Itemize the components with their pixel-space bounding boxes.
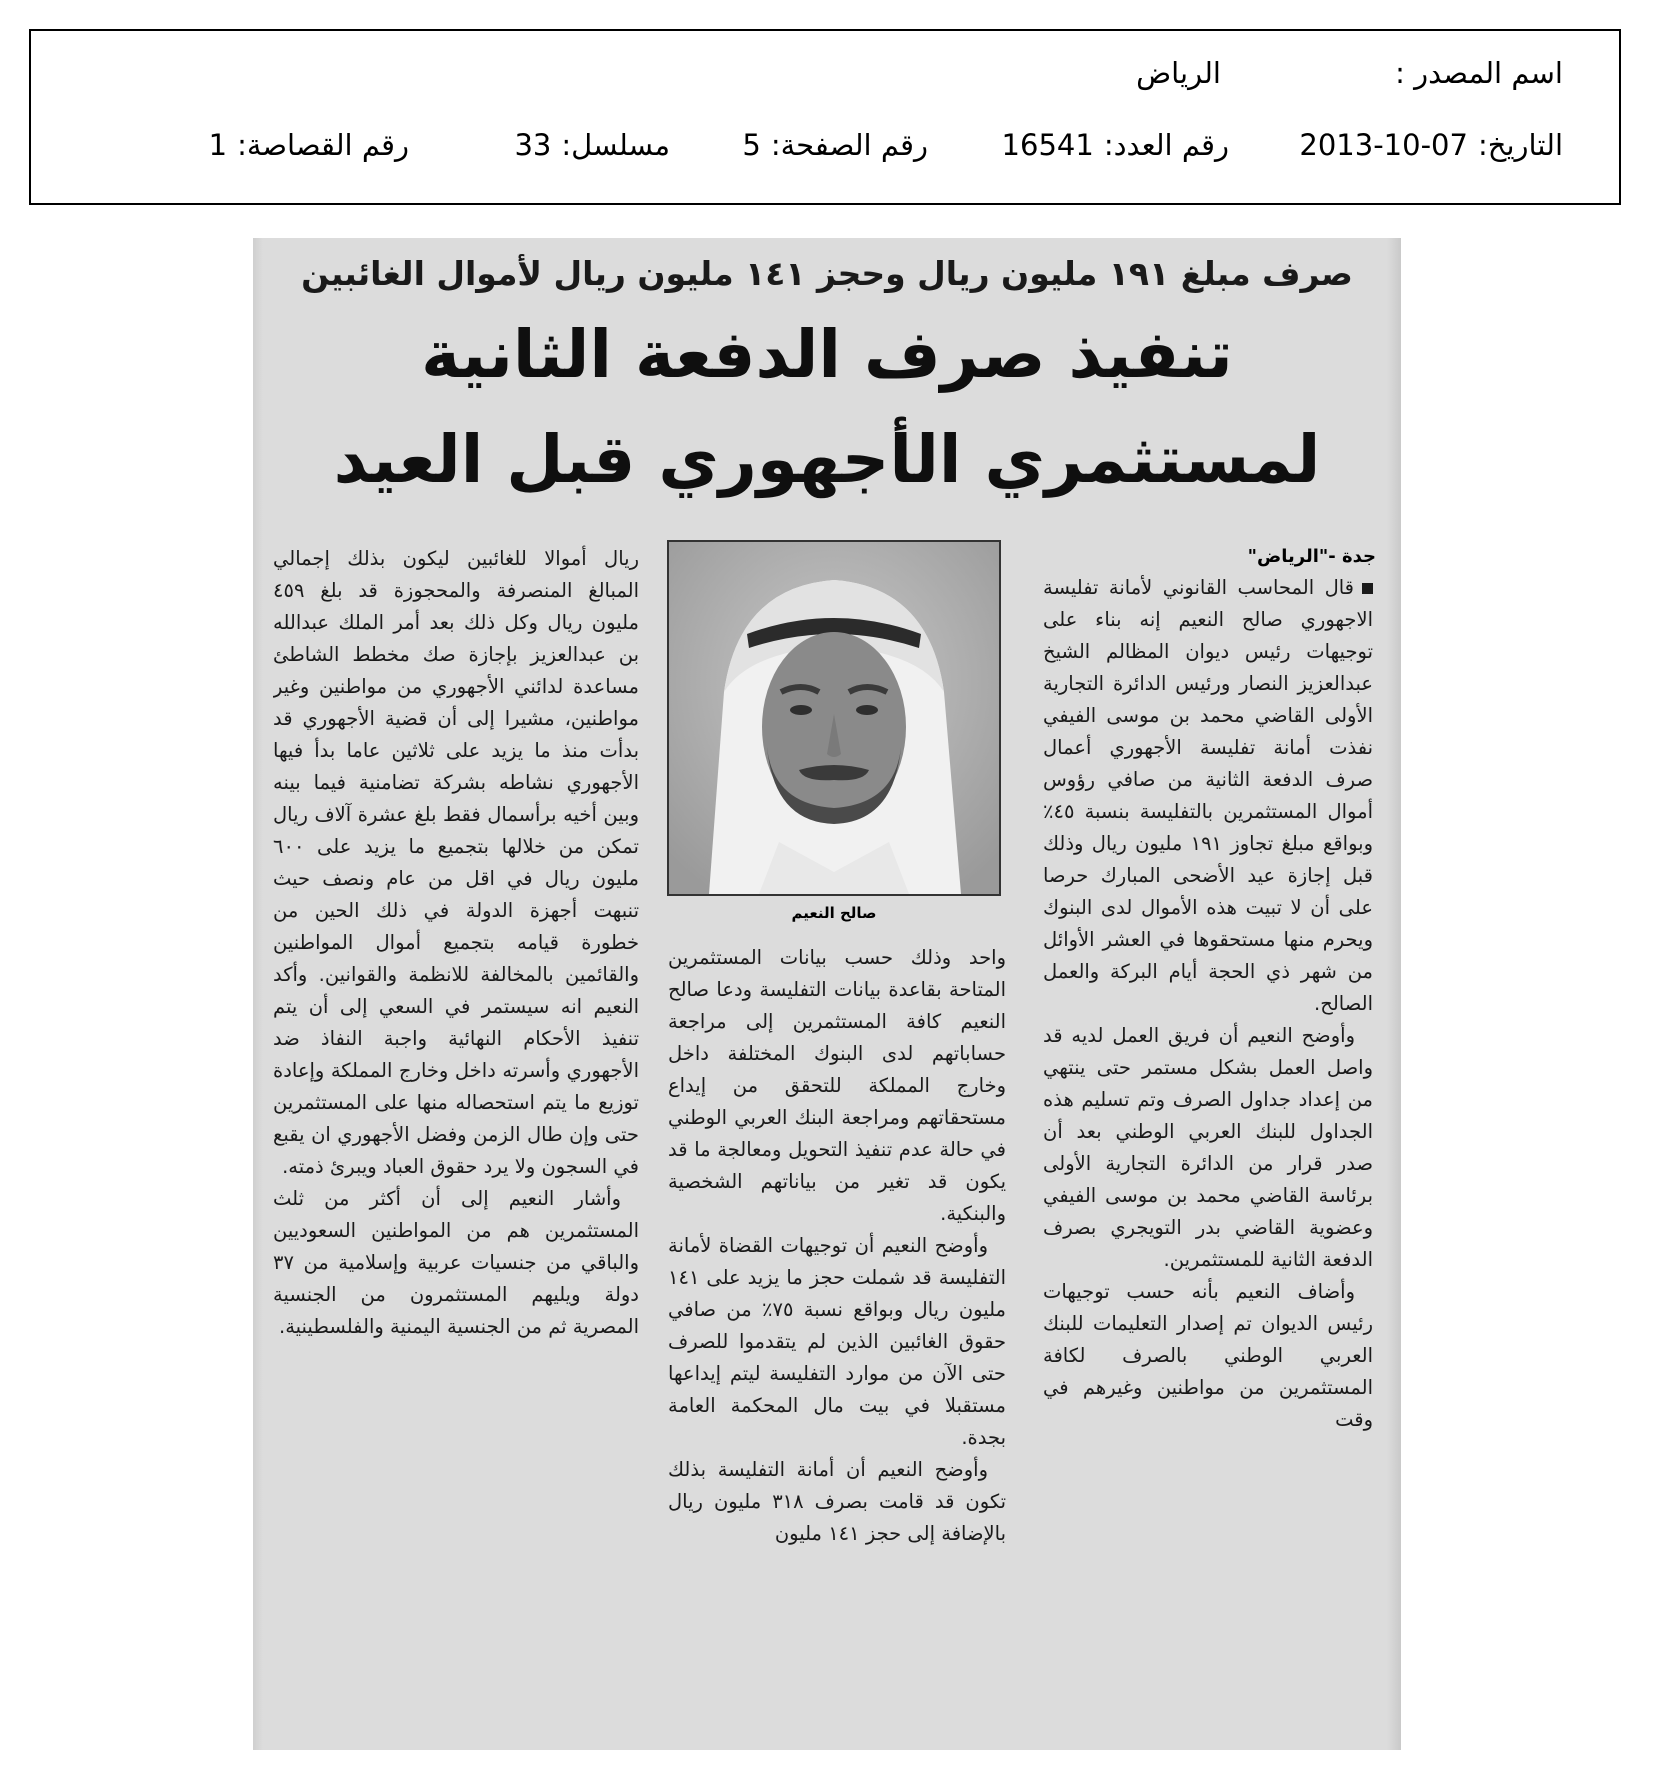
article-column-left xyxy=(273,543,639,1750)
article-headline-line2: لمستثمري الأجهوري قبل العيد xyxy=(333,421,1321,498)
article-column-right xyxy=(1043,572,1373,1750)
article-column-middle xyxy=(668,942,1006,1750)
paragraph: وأوضح النعيم أن توجيهات القضاة لأمانة التفليسة قد شملت حجز ما يزيد على ١٤١ مليون ريال وبواقع نسبة ٧٥٪ من صافي حقوق الغائبين الذين لم يتقدموا للصرف حتى الآن من موارد التفليسة ليتم إيداعها مستقبلا في بيت مال المحكمة العامة بجدة. xyxy=(668,1234,1006,1449)
paragraph-text: قال المحاسب القانوني لأمانة تفليسة الاجهوري صالح النعيم إنه بناء على توجيهات رئيس ديوان المظالم الشيخ عبدالعزيز النصار ورئيس الدائرة التجارية الأولى القاضي محمد بن موسى الفيفي نفذت أمانة تفليسة الأجهوري أعمال صرف الدفعة الثانية من صافي رؤوس أموال المستثمرين بالتفليسة بنسبة ٤٥٪ وبواقع مبلغ تجاوز ١٩١ مليون ريال وذلك قبل إجازة عيد الأضحى المبارك حرصا على أن لا تبيت هذه الأموال لدى البنوك ويحرم منها مستحقوها في العشر الأوائل من شهر ذي الحجة أيام البركة والعمل الصالح. xyxy=(1043,576,1373,1015)
square-bullet-icon xyxy=(1362,583,1373,594)
clipping-edge xyxy=(253,238,263,1750)
portrait-photo xyxy=(667,540,1001,896)
issue-label: رقم العدد: xyxy=(1103,128,1229,162)
serial-field xyxy=(514,128,670,162)
clip-field xyxy=(209,128,409,162)
article-kicker: صرف مبلغ ١٩١ مليون ريال وحجز ١٤١ مليون ريال لأموال الغائبين xyxy=(301,254,1353,293)
clip-label: رقم القصاصة: xyxy=(237,128,409,162)
page-label: رقم الصفحة: xyxy=(770,128,928,162)
serial-label: مسلسل: xyxy=(561,128,670,162)
paragraph: وأوضح النعيم أن أمانة التفليسة بذلك تكون قد قامت بصرف ٣١٨ مليون ريال بالإضافة إلى حجز ١٤١ مليون xyxy=(668,1458,1006,1545)
issue-value: 16541 xyxy=(1001,128,1094,162)
paragraph: واحد وذلك حسب بيانات المستثمرين المتاحة بقاعدة بيانات التفليسة ودعا صالح النعيم كافة المستثمرين إلى مراجعة حساباتهم لدى البنوك المختلفة داخل وخارج المملكة للتحقق من إيداع مستحقاتهم ومراجعة البنك العربي الوطني في حالة عدم تنفيذ التحويل ومعالجة ما قد يكون قد تغير من بياناتهم الشخصية والبنكية. xyxy=(668,946,1006,1225)
article-headline-line1: تنفيذ صرف الدفعة الثانية xyxy=(421,316,1233,393)
serial-value: 33 xyxy=(514,128,552,162)
page-value: 5 xyxy=(742,128,761,162)
source-metadata-box xyxy=(29,29,1621,205)
portrait-photo-image xyxy=(669,542,999,894)
source-value: الرياض xyxy=(1136,56,1221,90)
date-value: 2013-10-07 xyxy=(1299,128,1468,162)
paragraph xyxy=(1043,572,1373,1020)
clip-value: 1 xyxy=(208,128,228,162)
paragraph: وأضاف النعيم بأنه حسب توجيهات رئيس الديوان تم إصدار التعليمات للبنك العربي الوطني بالصرف لكافة المستثمرين من مواطنين وغيرهم في وقت xyxy=(1043,1280,1373,1431)
newspaper-clipping xyxy=(253,238,1401,1750)
date-label: التاريخ: xyxy=(1477,128,1563,162)
clipping-edge xyxy=(1387,238,1401,1750)
photo-caption: صالح النعيم xyxy=(791,904,877,922)
page-field xyxy=(742,128,928,162)
paragraph: وأوضح النعيم أن فريق العمل لديه قد واصل العمل بشكل مستمر حتى ينتهي من إعداد جداول الصرف وتم تسليم هذه الجداول للبنك العربي الوطني بعد أن صدر قرار من الدائرة التجارية الأولى برئاسة القاضي محمد بن موسى الفيفي وعضوية القاضي بدر التويجري بصرف الدفعة الثانية للمستثمرين. xyxy=(1043,1024,1373,1271)
source-label: اسم المصدر : xyxy=(1395,56,1563,90)
paragraph: ريال أموالا للغائبين ليكون بذلك إجمالي المبالغ المنصرفة والمحجوزة قد بلغ ٤٥٩ مليون ريال وكل ذلك بعد أمر الملك عبدالله بن عبدالعزيز بإجازة صك مخطط الشاطئ مساعدة لدائني الأجهوري من مواطنين وغير مواطنين، مشيرا إلى أن قضية الأجهوري قد بدأت منذ ما يزيد على ثلاثين عاما بدأ فيها الأجهوري نشاطه بشركة تضامنية فيما بينه وبين أخيه برأسمال فقط بلغ عشرة آلاف ريال تمكن من خلالها بتجميع ما يزيد على ٦٠٠ مليون ريال في اقل من عام ونصف حيث تنبهت أجهزة الدولة في ذلك الحين من خطورة قيامه بتجميع أموال المواطنين والقائمين بالمخالفة للانظمة والقوانين. وأكد النعيم انه سيستمر في السعي إلى أن يتم تنفيذ الأحكام النهائية واجبة النفاذ ضد الأجهوري وأسرته داخل وخارج المملكة وإعادة توزيع ما يتم استحصاله منها على المستثمرين حتى وإن طال الزمن وفضل الأجهوري ان يقبع في السجون ولا يرد حقوق العباد ويبرئ ذمته. xyxy=(273,547,639,1178)
date-field xyxy=(1299,128,1563,162)
paragraph: وأشار النعيم إلى أن أكثر من ثلث المستثمرين هم من المواطنين السعوديين والباقي من جنسيات عربية وإسلامية من ٣٧ دولة ويليهم المستثمرون من الجنسية المصرية ثم من الجنسية اليمنية والفلسطينية. xyxy=(273,1187,639,1338)
article-dateline: جدة -"الرياض" xyxy=(1247,546,1376,567)
issue-field xyxy=(1002,128,1229,162)
